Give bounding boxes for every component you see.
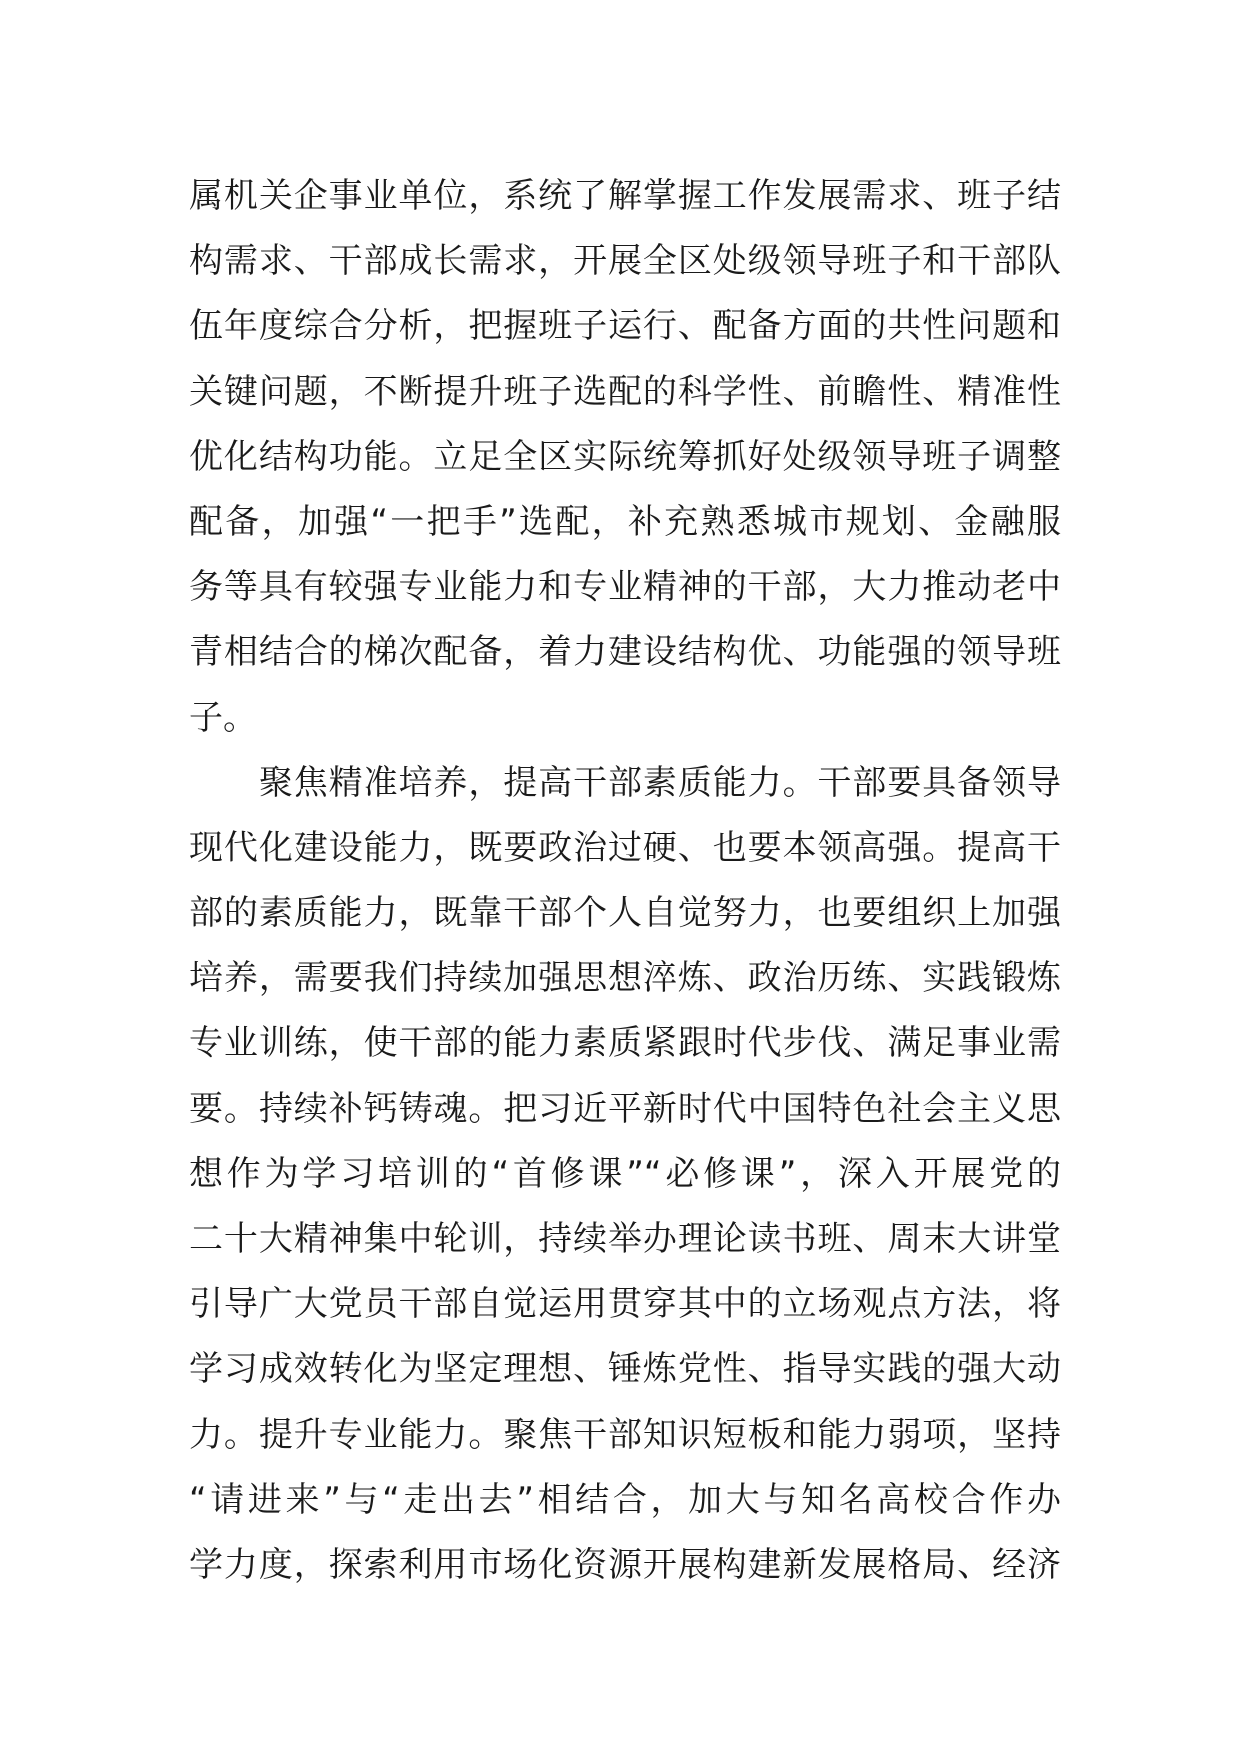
text-line: 子。 bbox=[189, 697, 257, 738]
text-line: 专业训练，使干部的能力素质紧跟时代步伐、满足事业需 bbox=[189, 1023, 1061, 1064]
text-line: 培养，需要我们持续加强思想淬炼、政治历练、实践锻炼 bbox=[189, 958, 1061, 999]
text-line: 想作为学习培训的“首修课”“必修课”，深入开展党的 bbox=[189, 1153, 1061, 1194]
text-line: 力。提升专业能力。聚焦干部知识短板和能力弱项，坚持 bbox=[189, 1414, 1061, 1455]
text-line: 配备，加强“一把手”选配，补充熟悉城市规划、金融服 bbox=[189, 501, 1061, 542]
text-line: 构需求、干部成长需求，开展全区处级领导班子和干部队 bbox=[189, 241, 1061, 282]
text-line: 优化结构功能。立足全区实际统筹抓好处级领导班子调整 bbox=[189, 436, 1061, 477]
text-line: 伍年度综合分析，把握班子运行、配备方面的共性问题和 bbox=[189, 306, 1061, 347]
text-line: 学习成效转化为坚定理想、锤炼党性、指导实践的强大动 bbox=[189, 1349, 1061, 1390]
text-line: 青相结合的梯次配备，着力建设结构优、功能强的领导班 bbox=[189, 632, 1061, 673]
text-line: 要。持续补钙铸魂。把习近平新时代中国特色社会主义思 bbox=[189, 1088, 1061, 1129]
text-line: 聚焦精准培养，提高干部素质能力。干部要具备领导 bbox=[189, 762, 1061, 803]
paragraph bbox=[189, 164, 1061, 751]
paragraph bbox=[189, 751, 1061, 1598]
text-line: 属机关企事业单位，系统了解掌握工作发展需求、班子结 bbox=[189, 176, 1061, 216]
text-line: 学力度，探索利用市场化资源开展构建新发展格局、经济 bbox=[189, 1544, 1061, 1585]
text-line: 现代化建设能力，既要政治过硬、也要本领高强。提高干 bbox=[189, 827, 1061, 868]
text-line: 二十大精神集中轮训，持续举办理论读书班、周末大讲堂 bbox=[189, 1219, 1061, 1259]
document-body bbox=[189, 164, 1061, 1598]
text-line: 务等具有较强专业能力和专业精神的干部，大力推动老中 bbox=[189, 567, 1061, 608]
text-line: 关键问题，不断提升班子选配的科学性、前瞻性、精准性 bbox=[189, 371, 1061, 412]
text-line: 部的素质能力，既靠干部个人自觉努力，也要组织上加强 bbox=[189, 893, 1061, 934]
text-line: 引导广大党员干部自觉运用贯穿其中的立场观点方法，将 bbox=[189, 1284, 1061, 1325]
text-line: “请进来”与“走出去”相结合，加大与知名高校合作办 bbox=[189, 1479, 1061, 1520]
